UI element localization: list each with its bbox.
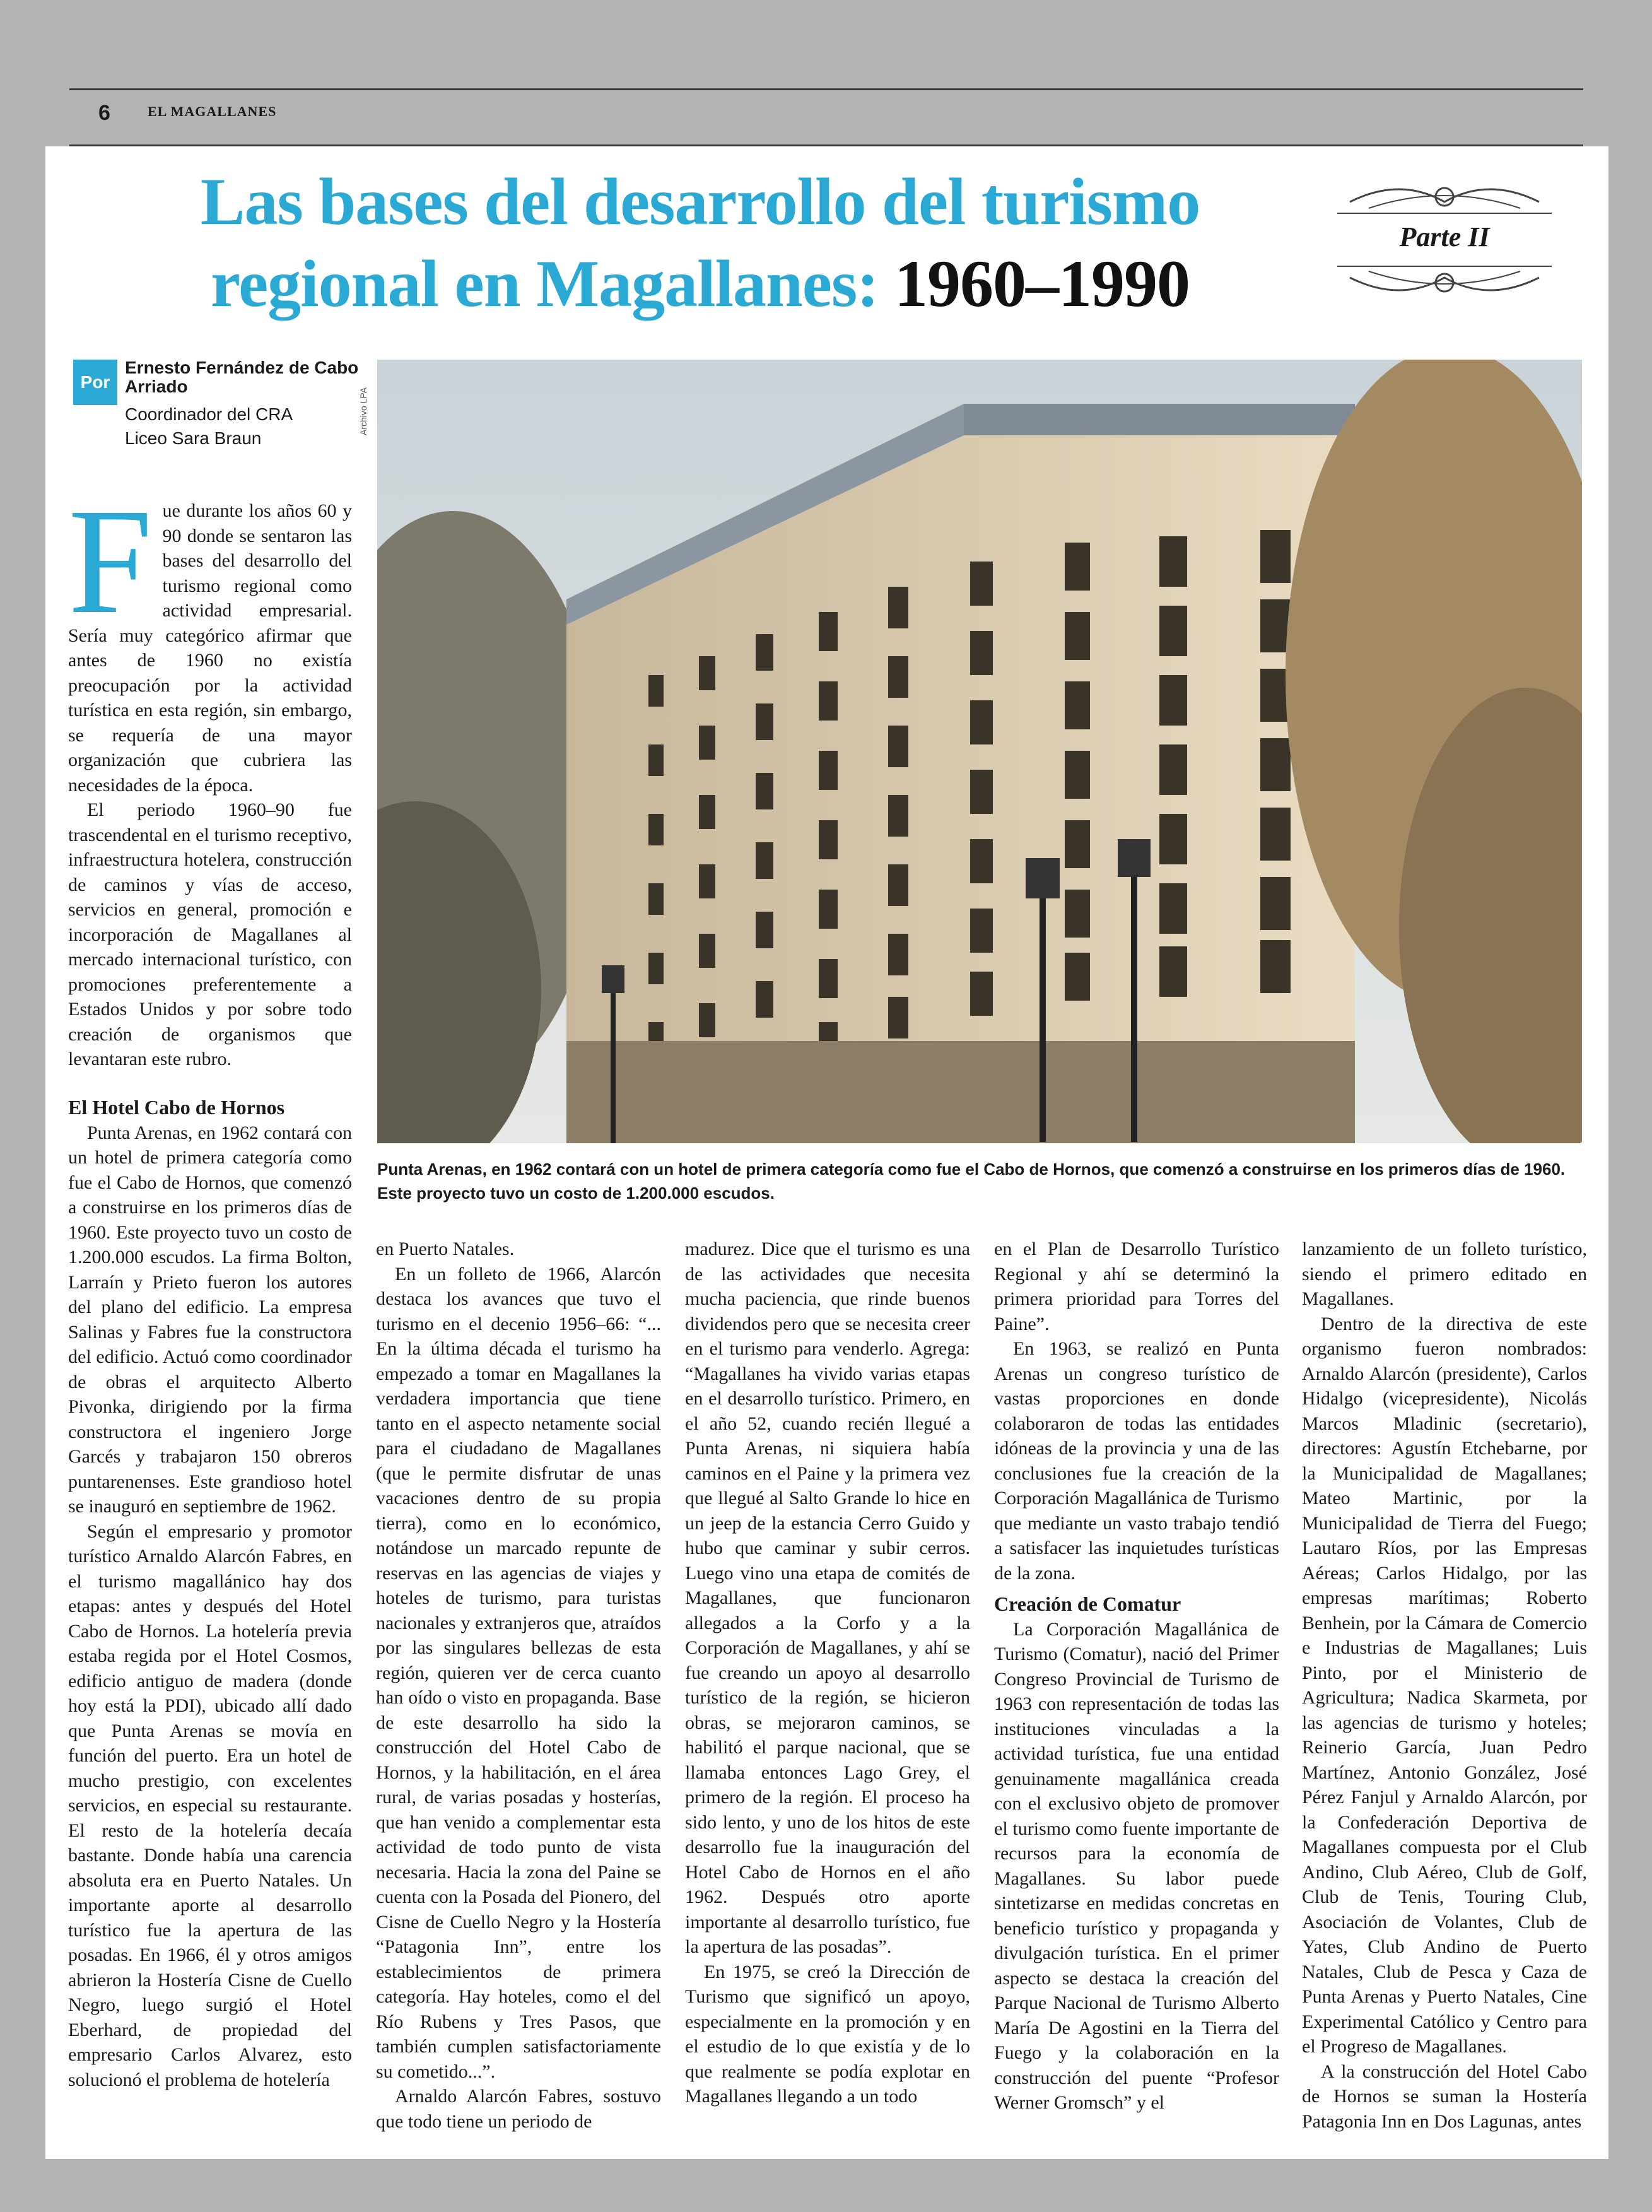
intro-text: ue durante los años 60 y 90 donde se sentaron las bases del desarrollo del turismo regional como actividad empresarial. Sería muy categórico afirmar que antes de 1960 no existía preocupación por la actividad turística en esta región, sin embargo, se requería de una mayor organización que cubriera las necesidades de la época. bbox=[68, 500, 352, 796]
intro-paragraph bbox=[68, 477, 352, 797]
column-4 bbox=[994, 1237, 1279, 2115]
paragraph: madurez. Dice que el turismo es una de las actividades que necesita mucha paciencia, que rinde buenos dividendos pero que se necesita creer en el turismo para venderlo. Agrega: “Magallanes ha vivido varias etapas en el desarrollo turístico. Primero, en el año 52, cuando recién llegué a Punta Arenas, ni siquiera había caminos en el Paine y la primera vez que llegué al Salto Grande lo hice en un jeep de la estancia Cerro Guido y hubo que caminar y subir cerros. Luego vino una etapa de comités de Magallanes, que funcionaron allegados a la Corfo y a la Corporación de Magallanes, y ahí se fue creando un apoyo al desarrollo turístico de la región, se hicieron obras, se mejoraron caminos, se habilitó el parque nacional, que se llamaba entonces Lago Grey, el primero de la región. El proceso ha sido lento, y uno de los hitos de este desarrollo fue la inauguración del Hotel Cabo de Hornos en el año 1962. Después otro aporte importante al desarrollo turístico, fue la apertura de las posadas”. bbox=[685, 1238, 970, 1957]
paragraph: En 1963, se realizó en Punta Arenas un congreso turístico de vastas proporciones en donde colaboraron de todas las entidades idóneas de la provincia y una de las conclusiones fue la creación de la Corporación Magallánica de Turismo que mediante un vasto trabajo tendió a satisfacer las inquietudes turísticas de la zona. bbox=[994, 1338, 1279, 1584]
paragraph: en Puerto Natales. bbox=[376, 1238, 515, 1259]
column-2 bbox=[376, 1237, 661, 2134]
section-heading: El Hotel Cabo de Hornos bbox=[68, 1096, 285, 1119]
part-badge bbox=[1325, 170, 1564, 309]
hotel-photo bbox=[377, 360, 1582, 1143]
publication-name: EL MAGALLANES bbox=[148, 103, 277, 119]
byline-tag: Por bbox=[73, 360, 117, 405]
paragraph: La Corporación Magallánica de Turismo (Comatur), nació del Primer Congreso Provincial de Turismo de 1963 con representación de todas las instituciones vinculadas a la actividad turística, fue una entidad genuinamente magallánica creada con el exclusivo objeto de promover el turismo como fuente importante de recursos para la economía de Magallanes. Su labor puede sintetizarse en medidas concretas en beneficio turístico y propaganda y divulgación turística. En el primer aspecto se destaca la creación del Parque Nacional de Turismo Alberto María De Agostini en la Tierra del Fuego y la colaboración en la construcción del puente “Profesor Werner Gromsch” y el bbox=[994, 1618, 1279, 2113]
column-5 bbox=[1302, 1237, 1587, 2134]
header-rule bbox=[69, 88, 1583, 146]
drop-cap: F bbox=[68, 477, 153, 645]
column-1-bottom bbox=[68, 1089, 352, 2092]
paragraph: Punta Arenas, en 1962 contará con un hotel de primera categoría como fue el Cabo de Hornos, que comenzó a construirse en los primeros días de 1960. Este proyecto tuvo un costo de 1.200.000 escudos. La firma Bolton, Larraín y Prieto fueron los autores del plano del edificio. La empresa Salinas y Fabres fue la constructora del edificio. Actuó como coordinador de obras el arquitecto Alberto Pivonka, dirigiendo por la firma constructora el ingeniero Jorge Garcés y trabajaron 150 obreros puntarenenses. Este grandioso hotel se inauguró en septiembre de 1962. bbox=[68, 1122, 352, 1517]
title-line-2-text: regional en Magallanes: bbox=[210, 247, 879, 321]
column-1-top bbox=[68, 477, 352, 1072]
paragraph: Dentro de la directiva de este organismo fueron nombrados: Arnaldo Alarcón (presidente), Carlos Hidalgo (vicepresidente), Nicolás Marcos Mladinic (secretario), directores: Agustín Etchebarne, por la Municipalidad de Magallanes; Mateo Martinic, por la Municipalidad de Tierra del Fuego; Lautaro Ríos, por las Empresas Aéreas; Carlos Hidalgo, por las empresas marítimas; Roberto Benhein, por la Cámara de Comercio e Industrias de Magallanes; Luis Pinto, por el Ministerio de Agricultura; Nadica Skarmeta, por las agencias de turismo y hoteles; Reinerio García, Juan Pedro Martínez, Antonio González, José Pérez Fanjul y Arnaldo Alarcón, por la Confederación Deportiva de Magallanes compuesta por el Club Andino, Club Aéreo, Club de Golf, Club de Tenis, Touring Club, Asociación de Volantes, Club de Yates, Club Andino de Puerto Natales, Club de Pesca y Caza de Punta Arenas y Puerto Natales, Cine Experimental Católico y Centro para el Progreso de Magallanes. bbox=[1302, 1313, 1587, 2057]
hotel-building-image bbox=[377, 360, 1582, 1143]
paragraph: En un folleto de 1966, Alarcón destaca los avances que tuvo el turismo en el decenio 1956–66: “... En la última década el turismo ha empezado a tomar en Magallanes la verdadera importancia que tiene tanto en el aspecto netamente social para el ciudadano de Magallanes (que le permite disfrutar de unas vacaciones dentro de su propia tierra), como en lo económico, notándose un marcado repunte de reservas en las agencias de viajes y hoteles de turismo, para turistas nacionales y extranjeros que, atraídos por las singulares bellezas de esta región, quieren ver de cerca cuanto han oído o visto en propaganda. Base de este desarrollo ha sido la construcción del Hotel Cabo de Hornos, y la habilitación, en el área rural, de varias posadas y hosterías, que han venido a complementar esta actividad de todo punto de vista necesaria. Hacia la zona del Paine se cuenta con la Posada del Pionero, del Cisne de Cuello Negro y la Hostería “Patagonia Inn”, entre los establecimientos de primera categoría. Hay hoteles, como el del Río Rubens y Tres Pasos, que también cumplen satisfactoriamente su cometido...”. bbox=[376, 1263, 661, 2082]
paragraph: El periodo 1960–90 fue trascendental en el turismo receptivo, infraestructura hotelera, construcción de caminos y vías de acceso, servicios en general, promoción e incorporación de Magallanes al mercado internacional turístico, con promociones preferentemente a Estados Unidos y por sobre todo creación de organismos que levantaran este rubro. bbox=[68, 799, 352, 1069]
paragraph: Según el empresario y promotor turístico Arnaldo Alarcón Fabres, en el turismo magallánico hay dos etapas: antes y después del Hotel Cabo de Hornos. La hotelería previa estaba regida por el Hotel Cosmos, edificio antiguo de madera (donde hoy está la PDI), ubicado allí dado que Punta Arenas se movía en función del puerto. Era un hotel de mucho prestigio, con excelentes servicios, en especial su restaurante. El resto de la hotelería decaía bastante. Donde había una carencia absoluta era en Puerto Natales. Un importante aporte al desarrollo turístico fue la apertura de las posadas. En 1966, él y otros amigos abrieron la Hostería Cisne de Cuello Negro, luego surgió el Hotel Eberhard, de propiedad del empresario Carlos Alvarez, esto solucionó el problema de hotelería bbox=[68, 1521, 352, 2090]
paragraph: A la construcción del Hotel Cabo de Hornos se suman la Hostería Patagonia Inn en Dos Lagunas, antes bbox=[1302, 2061, 1587, 2132]
title-line-2 bbox=[101, 243, 1299, 325]
author-role bbox=[125, 403, 293, 450]
photo-credit: Archivo LPA bbox=[358, 387, 368, 435]
column-3 bbox=[685, 1237, 970, 2109]
paragraph: Arnaldo Alarcón Fabres, sostuvo que todo tiene un periodo de bbox=[376, 2086, 661, 2132]
paragraph: lanzamiento de un folleto turístico, siendo el primero editado en Magallanes. bbox=[1302, 1238, 1587, 1309]
paragraph: En 1975, se creó la Dirección de Turismo que significó un apoyo, especialmente en la promoción y en el estudio de lo que existía y de lo que realmente se podía explotar en Magallanes llegando a un todo bbox=[685, 1961, 970, 2107]
page-number: 6 bbox=[98, 101, 110, 125]
photo-caption: Punta Arenas, en 1962 contará con un hotel de primera categoría como fue el Cabo de Hornos, que comenzó a construirse en los primeros días de 1960. Este proyecto tuvo un costo de 1.200.000 escudos. bbox=[377, 1160, 1566, 1203]
author-role-2: Liceo Sara Braun bbox=[125, 428, 262, 448]
title-line-1: Las bases del desarrollo del turismo bbox=[200, 165, 1200, 238]
paragraph: en el Plan de Desarrollo Turístico Regional y ahí se determinó la primera prioridad para Torres del Paine”. bbox=[994, 1238, 1279, 1334]
author-name: Ernesto Fernández de Cabo Arriado bbox=[125, 358, 359, 396]
section-heading: Creación de Comatur bbox=[994, 1592, 1181, 1615]
article-title bbox=[101, 161, 1299, 325]
title-years: 1960–1990 bbox=[894, 247, 1190, 321]
part-label: Parte II bbox=[1399, 221, 1490, 252]
author-role-1: Coordinador del CRA bbox=[125, 404, 293, 424]
